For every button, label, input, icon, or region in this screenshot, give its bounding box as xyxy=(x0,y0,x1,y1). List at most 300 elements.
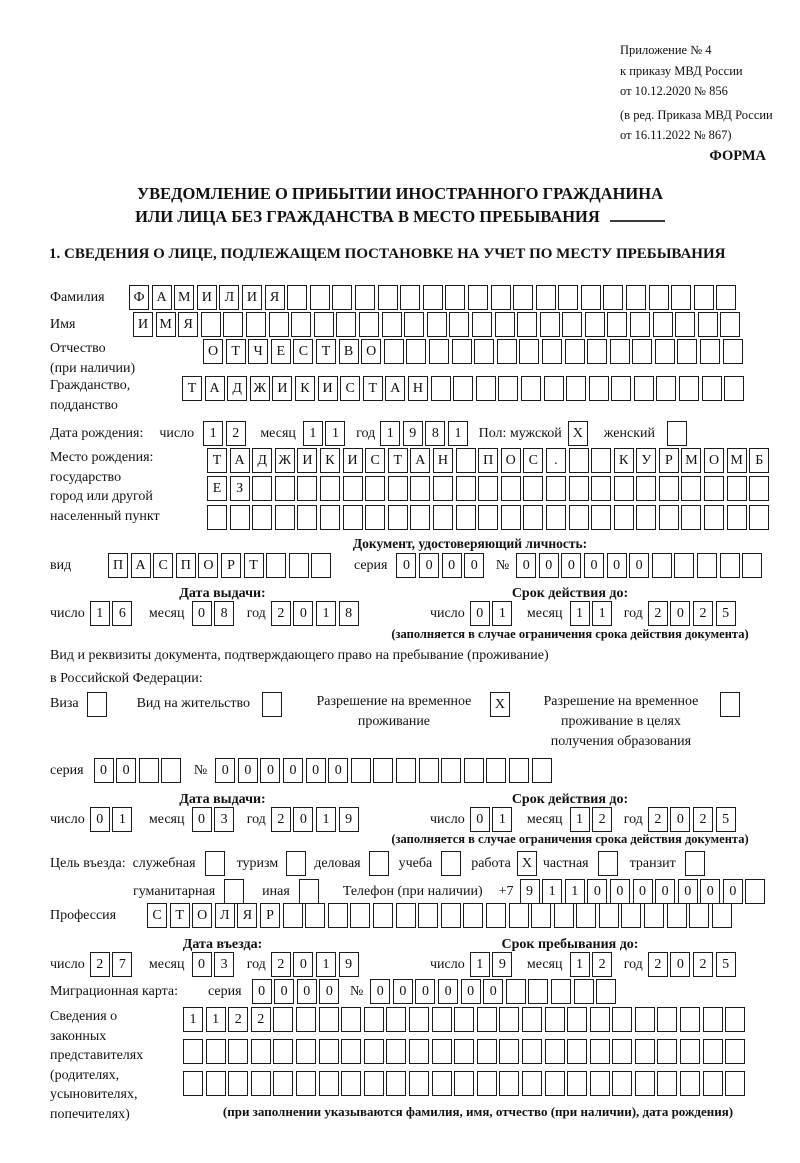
char-cell[interactable] xyxy=(702,376,722,401)
char-cell[interactable] xyxy=(704,505,724,530)
char-cell[interactable] xyxy=(720,553,740,578)
char-cell[interactable]: Т xyxy=(207,448,227,473)
char-cell[interactable]: 1 xyxy=(203,421,223,446)
char-cell[interactable]: 0 xyxy=(293,807,313,832)
char-cell[interactable] xyxy=(452,339,472,364)
char-cell[interactable]: 0 xyxy=(297,979,317,1004)
char-cell[interactable] xyxy=(590,1039,610,1064)
char-cell[interactable] xyxy=(396,903,416,928)
char-cell[interactable]: Ж xyxy=(250,376,270,401)
char-cell[interactable] xyxy=(576,903,596,928)
char-cell[interactable]: 2 xyxy=(592,952,612,977)
char-cell[interactable] xyxy=(441,903,461,928)
char-cell[interactable] xyxy=(727,505,747,530)
char-cell[interactable] xyxy=(677,339,697,364)
char-cell[interactable] xyxy=(343,476,363,501)
char-cell[interactable] xyxy=(296,1039,316,1064)
char-cell[interactable] xyxy=(569,448,589,473)
char-cell[interactable] xyxy=(649,285,669,310)
char-cell[interactable] xyxy=(386,1007,406,1032)
char-cell[interactable] xyxy=(341,1007,361,1032)
char-cell[interactable] xyxy=(655,339,675,364)
char-cell[interactable] xyxy=(478,476,498,501)
char-cell[interactable]: 1 xyxy=(492,807,512,832)
char-cell[interactable] xyxy=(501,476,521,501)
char-cell[interactable]: 1 xyxy=(183,1007,203,1032)
char-cell[interactable] xyxy=(536,285,556,310)
char-cell[interactable]: С xyxy=(365,448,385,473)
char-cell[interactable]: 9 xyxy=(520,879,540,904)
char-cell[interactable] xyxy=(351,758,371,783)
char-cell[interactable] xyxy=(590,1007,610,1032)
char-cell[interactable] xyxy=(468,285,488,310)
char-cell[interactable]: О xyxy=(501,448,521,473)
char-cell[interactable] xyxy=(596,979,616,1004)
char-cell[interactable] xyxy=(621,903,641,928)
char-cell[interactable] xyxy=(610,339,630,364)
char-cell[interactable] xyxy=(558,285,578,310)
char-cell[interactable] xyxy=(614,476,634,501)
char-cell[interactable] xyxy=(689,903,709,928)
char-cell[interactable] xyxy=(591,476,611,501)
char-cell[interactable] xyxy=(449,312,469,337)
char-cell[interactable]: 0 xyxy=(293,601,313,626)
char-cell[interactable]: 1 xyxy=(448,421,468,446)
char-cell[interactable]: 0 xyxy=(319,979,339,1004)
char-cell[interactable] xyxy=(632,339,652,364)
char-cell[interactable] xyxy=(251,1071,271,1096)
char-cell[interactable]: Я xyxy=(178,312,198,337)
char-cell[interactable] xyxy=(590,1071,610,1096)
char-cell[interactable]: 0 xyxy=(419,553,439,578)
char-cell[interactable]: 1 xyxy=(325,421,345,446)
char-cell[interactable]: 0 xyxy=(633,879,653,904)
char-cell[interactable] xyxy=(269,312,289,337)
char-cell[interactable] xyxy=(266,553,286,578)
char-cell[interactable] xyxy=(630,312,650,337)
char-cell[interactable]: 1 xyxy=(565,879,585,904)
char-cell[interactable] xyxy=(474,339,494,364)
char-cell[interactable]: 1 xyxy=(570,601,590,626)
char-cell[interactable] xyxy=(703,1007,723,1032)
char-cell[interactable] xyxy=(296,1007,316,1032)
char-cell[interactable]: 0 xyxy=(116,758,136,783)
char-cell[interactable] xyxy=(546,476,566,501)
char-cell[interactable]: 1 xyxy=(90,601,110,626)
char-cell[interactable] xyxy=(517,312,537,337)
char-cell[interactable]: 0 xyxy=(274,979,294,1004)
char-cell[interactable] xyxy=(680,1071,700,1096)
char-cell[interactable]: . xyxy=(546,448,566,473)
char-cell[interactable]: А xyxy=(131,553,151,578)
char-cell[interactable] xyxy=(611,376,631,401)
char-cell[interactable]: 0 xyxy=(470,807,490,832)
char-cell[interactable] xyxy=(567,1039,587,1064)
char-cell[interactable] xyxy=(581,285,601,310)
char-cell[interactable]: 0 xyxy=(415,979,435,1004)
char-cell[interactable]: 1 xyxy=(316,601,336,626)
char-cell[interactable] xyxy=(478,505,498,530)
char-cell[interactable] xyxy=(441,758,461,783)
char-cell[interactable] xyxy=(497,339,517,364)
char-cell[interactable] xyxy=(585,312,605,337)
char-cell[interactable]: К xyxy=(614,448,634,473)
char-cell[interactable] xyxy=(569,505,589,530)
char-cell[interactable]: 9 xyxy=(403,421,423,446)
char-cell[interactable]: 1 xyxy=(316,807,336,832)
purpose-transit-checkbox[interactable] xyxy=(685,851,705,876)
char-cell[interactable]: 0 xyxy=(393,979,413,1004)
char-cell[interactable] xyxy=(636,476,656,501)
char-cell[interactable] xyxy=(433,505,453,530)
char-cell[interactable] xyxy=(291,312,311,337)
char-cell[interactable]: Р xyxy=(659,448,679,473)
char-cell[interactable]: 2 xyxy=(271,807,291,832)
char-cell[interactable] xyxy=(599,903,619,928)
char-cell[interactable]: Д xyxy=(227,376,247,401)
char-cell[interactable] xyxy=(587,339,607,364)
char-cell[interactable] xyxy=(319,1007,339,1032)
char-cell[interactable] xyxy=(207,505,227,530)
char-cell[interactable]: 2 xyxy=(648,807,668,832)
char-cell[interactable] xyxy=(498,376,518,401)
char-cell[interactable] xyxy=(607,312,627,337)
char-cell[interactable] xyxy=(681,476,701,501)
char-cell[interactable] xyxy=(273,1071,293,1096)
char-cell[interactable]: 0 xyxy=(670,601,690,626)
char-cell[interactable] xyxy=(745,879,765,904)
char-cell[interactable]: С xyxy=(340,376,360,401)
char-cell[interactable]: 2 xyxy=(251,1007,271,1032)
char-cell[interactable]: 0 xyxy=(252,979,272,1004)
char-cell[interactable]: 0 xyxy=(192,601,212,626)
char-cell[interactable] xyxy=(716,285,736,310)
char-cell[interactable] xyxy=(522,1071,542,1096)
char-cell[interactable] xyxy=(201,312,221,337)
char-cell[interactable] xyxy=(544,376,564,401)
char-cell[interactable] xyxy=(635,1039,655,1064)
char-cell[interactable] xyxy=(297,476,317,501)
char-cell[interactable]: 0 xyxy=(238,758,258,783)
char-cell[interactable] xyxy=(634,376,654,401)
char-cell[interactable] xyxy=(742,553,762,578)
char-cell[interactable]: 0 xyxy=(192,952,212,977)
char-cell[interactable]: Т xyxy=(363,376,383,401)
char-cell[interactable] xyxy=(486,903,506,928)
char-cell[interactable]: 9 xyxy=(492,952,512,977)
char-cell[interactable]: П xyxy=(108,553,128,578)
char-cell[interactable]: Т xyxy=(226,339,246,364)
char-cell[interactable] xyxy=(569,476,589,501)
char-cell[interactable]: 0 xyxy=(370,979,390,1004)
char-cell[interactable]: Т xyxy=(388,448,408,473)
char-cell[interactable]: О xyxy=(192,903,212,928)
char-cell[interactable] xyxy=(432,1007,452,1032)
char-cell[interactable] xyxy=(545,1039,565,1064)
char-cell[interactable] xyxy=(542,339,562,364)
char-cell[interactable] xyxy=(612,1007,632,1032)
char-cell[interactable] xyxy=(565,339,585,364)
char-cell[interactable] xyxy=(139,758,159,783)
char-cell[interactable]: М xyxy=(174,285,194,310)
purpose-official-checkbox[interactable] xyxy=(205,851,225,876)
char-cell[interactable] xyxy=(409,1071,429,1096)
char-cell[interactable] xyxy=(409,1039,429,1064)
char-cell[interactable]: А xyxy=(152,285,172,310)
char-cell[interactable]: К xyxy=(295,376,315,401)
char-cell[interactable]: А xyxy=(410,448,430,473)
char-cell[interactable]: О xyxy=(704,448,724,473)
char-cell[interactable] xyxy=(319,1071,339,1096)
char-cell[interactable] xyxy=(522,1007,542,1032)
char-cell[interactable] xyxy=(674,553,694,578)
char-cell[interactable]: 2 xyxy=(271,952,291,977)
char-cell[interactable] xyxy=(724,376,744,401)
char-cell[interactable]: Т xyxy=(170,903,190,928)
char-cell[interactable]: 1 xyxy=(316,952,336,977)
char-cell[interactable]: 0 xyxy=(629,553,649,578)
char-cell[interactable]: 2 xyxy=(226,421,246,446)
char-cell[interactable] xyxy=(373,758,393,783)
char-cell[interactable] xyxy=(531,903,551,928)
char-cell[interactable] xyxy=(554,903,574,928)
char-cell[interactable]: 2 xyxy=(90,952,110,977)
char-cell[interactable] xyxy=(495,312,515,337)
char-cell[interactable]: П xyxy=(478,448,498,473)
char-cell[interactable] xyxy=(341,1039,361,1064)
char-cell[interactable]: В xyxy=(339,339,359,364)
char-cell[interactable] xyxy=(423,285,443,310)
char-cell[interactable] xyxy=(206,1071,226,1096)
char-cell[interactable]: 9 xyxy=(339,807,359,832)
char-cell[interactable] xyxy=(382,312,402,337)
char-cell[interactable] xyxy=(429,339,449,364)
char-cell[interactable]: 9 xyxy=(339,952,359,977)
char-cell[interactable]: 1 xyxy=(542,879,562,904)
char-cell[interactable] xyxy=(364,1039,384,1064)
char-cell[interactable] xyxy=(445,285,465,310)
char-cell[interactable]: 0 xyxy=(539,553,559,578)
char-cell[interactable] xyxy=(545,1007,565,1032)
char-cell[interactable]: М xyxy=(727,448,747,473)
char-cell[interactable] xyxy=(725,1039,745,1064)
char-cell[interactable] xyxy=(528,979,548,1004)
char-cell[interactable] xyxy=(320,476,340,501)
char-cell[interactable] xyxy=(522,1039,542,1064)
char-cell[interactable] xyxy=(275,476,295,501)
char-cell[interactable]: 2 xyxy=(228,1007,248,1032)
char-cell[interactable] xyxy=(463,903,483,928)
char-cell[interactable]: 7 xyxy=(112,952,132,977)
char-cell[interactable] xyxy=(161,758,181,783)
char-cell[interactable]: Т xyxy=(244,553,264,578)
char-cell[interactable] xyxy=(275,505,295,530)
char-cell[interactable] xyxy=(675,312,695,337)
char-cell[interactable] xyxy=(566,376,586,401)
char-cell[interactable]: Т xyxy=(316,339,336,364)
char-cell[interactable] xyxy=(725,1007,745,1032)
char-cell[interactable]: 0 xyxy=(610,879,630,904)
char-cell[interactable] xyxy=(626,285,646,310)
char-cell[interactable] xyxy=(499,1039,519,1064)
char-cell[interactable]: И xyxy=(272,376,292,401)
char-cell[interactable] xyxy=(694,285,714,310)
char-cell[interactable]: 0 xyxy=(655,879,675,904)
char-cell[interactable] xyxy=(703,1039,723,1064)
char-cell[interactable] xyxy=(384,339,404,364)
char-cell[interactable] xyxy=(388,476,408,501)
char-cell[interactable]: С xyxy=(293,339,313,364)
char-cell[interactable]: Ф xyxy=(129,285,149,310)
char-cell[interactable] xyxy=(603,285,623,310)
char-cell[interactable] xyxy=(223,312,243,337)
char-cell[interactable] xyxy=(418,903,438,928)
char-cell[interactable]: Л xyxy=(219,285,239,310)
char-cell[interactable]: 8 xyxy=(214,601,234,626)
char-cell[interactable]: 1 xyxy=(570,952,590,977)
char-cell[interactable] xyxy=(477,1071,497,1096)
char-cell[interactable] xyxy=(206,1039,226,1064)
char-cell[interactable] xyxy=(310,285,330,310)
char-cell[interactable] xyxy=(404,312,424,337)
char-cell[interactable] xyxy=(652,553,672,578)
char-cell[interactable]: 2 xyxy=(693,601,713,626)
char-cell[interactable] xyxy=(419,758,439,783)
char-cell[interactable]: 2 xyxy=(271,601,291,626)
purpose-business-checkbox[interactable] xyxy=(369,851,389,876)
char-cell[interactable] xyxy=(523,505,543,530)
char-cell[interactable]: 1 xyxy=(206,1007,226,1032)
char-cell[interactable]: 1 xyxy=(380,421,400,446)
char-cell[interactable] xyxy=(551,979,571,1004)
char-cell[interactable] xyxy=(491,285,511,310)
char-cell[interactable]: А xyxy=(385,376,405,401)
char-cell[interactable] xyxy=(574,979,594,1004)
char-cell[interactable] xyxy=(476,376,496,401)
char-cell[interactable]: 0 xyxy=(670,952,690,977)
char-cell[interactable] xyxy=(410,505,430,530)
char-cell[interactable] xyxy=(499,1071,519,1096)
char-cell[interactable]: Ж xyxy=(275,448,295,473)
char-cell[interactable]: 0 xyxy=(192,807,212,832)
char-cell[interactable] xyxy=(464,758,484,783)
char-cell[interactable]: С xyxy=(153,553,173,578)
char-cell[interactable]: Е xyxy=(271,339,291,364)
char-cell[interactable] xyxy=(540,312,560,337)
char-cell[interactable] xyxy=(427,312,447,337)
char-cell[interactable] xyxy=(283,903,303,928)
char-cell[interactable] xyxy=(499,1007,519,1032)
char-cell[interactable]: 0 xyxy=(293,952,313,977)
char-cell[interactable]: М xyxy=(156,312,176,337)
char-cell[interactable]: 5 xyxy=(716,952,736,977)
char-cell[interactable] xyxy=(644,903,664,928)
char-cell[interactable] xyxy=(365,476,385,501)
char-cell[interactable] xyxy=(246,312,266,337)
char-cell[interactable]: 2 xyxy=(648,601,668,626)
char-cell[interactable] xyxy=(612,1071,632,1096)
char-cell[interactable]: 8 xyxy=(339,601,359,626)
char-cell[interactable] xyxy=(659,476,679,501)
char-cell[interactable] xyxy=(545,1071,565,1096)
char-cell[interactable] xyxy=(591,505,611,530)
char-cell[interactable]: 1 xyxy=(112,807,132,832)
char-cell[interactable] xyxy=(749,476,769,501)
char-cell[interactable] xyxy=(373,903,393,928)
char-cell[interactable]: 6 xyxy=(112,601,132,626)
char-cell[interactable] xyxy=(749,505,769,530)
char-cell[interactable]: Ч xyxy=(248,339,268,364)
char-cell[interactable]: И xyxy=(133,312,153,337)
char-cell[interactable]: 1 xyxy=(592,601,612,626)
char-cell[interactable] xyxy=(456,476,476,501)
char-cell[interactable]: Р xyxy=(260,903,280,928)
char-cell[interactable]: У xyxy=(636,448,656,473)
char-cell[interactable] xyxy=(725,1071,745,1096)
char-cell[interactable] xyxy=(567,1071,587,1096)
char-cell[interactable] xyxy=(667,903,687,928)
char-cell[interactable]: О xyxy=(203,339,223,364)
char-cell[interactable] xyxy=(486,758,506,783)
char-cell[interactable] xyxy=(289,553,309,578)
char-cell[interactable] xyxy=(509,758,529,783)
char-cell[interactable] xyxy=(388,505,408,530)
char-cell[interactable]: 0 xyxy=(483,979,503,1004)
char-cell[interactable] xyxy=(472,312,492,337)
char-cell[interactable] xyxy=(456,505,476,530)
char-cell[interactable] xyxy=(532,758,552,783)
char-cell[interactable] xyxy=(727,476,747,501)
char-cell[interactable] xyxy=(410,476,430,501)
char-cell[interactable]: М xyxy=(681,448,701,473)
char-cell[interactable] xyxy=(635,1071,655,1096)
char-cell[interactable]: 0 xyxy=(561,553,581,578)
char-cell[interactable] xyxy=(589,376,609,401)
char-cell[interactable]: 1 xyxy=(303,421,323,446)
char-cell[interactable] xyxy=(230,505,250,530)
char-cell[interactable] xyxy=(506,979,526,1004)
char-cell[interactable] xyxy=(567,1007,587,1032)
char-cell[interactable] xyxy=(657,1071,677,1096)
char-cell[interactable]: Я xyxy=(237,903,257,928)
char-cell[interactable]: Н xyxy=(433,448,453,473)
char-cell[interactable] xyxy=(355,285,375,310)
char-cell[interactable]: 0 xyxy=(283,758,303,783)
char-cell[interactable] xyxy=(296,1071,316,1096)
char-cell[interactable] xyxy=(433,476,453,501)
purpose-private-checkbox[interactable] xyxy=(598,851,618,876)
char-cell[interactable] xyxy=(350,903,370,928)
char-cell[interactable] xyxy=(546,505,566,530)
char-cell[interactable] xyxy=(656,376,676,401)
char-cell[interactable] xyxy=(635,1007,655,1032)
char-cell[interactable] xyxy=(698,312,718,337)
char-cell[interactable]: 0 xyxy=(328,758,348,783)
char-cell[interactable] xyxy=(657,1007,677,1032)
char-cell[interactable] xyxy=(432,1071,452,1096)
char-cell[interactable] xyxy=(591,448,611,473)
char-cell[interactable] xyxy=(703,1071,723,1096)
char-cell[interactable]: 0 xyxy=(584,553,604,578)
purpose-work-checkbox[interactable]: X xyxy=(517,851,537,876)
char-cell[interactable] xyxy=(396,758,416,783)
char-cell[interactable]: 5 xyxy=(716,601,736,626)
char-cell[interactable]: Т xyxy=(182,376,202,401)
char-cell[interactable] xyxy=(720,312,740,337)
purpose-humanitarian-checkbox[interactable] xyxy=(224,879,244,904)
char-cell[interactable] xyxy=(636,505,656,530)
char-cell[interactable]: 3 xyxy=(214,952,234,977)
